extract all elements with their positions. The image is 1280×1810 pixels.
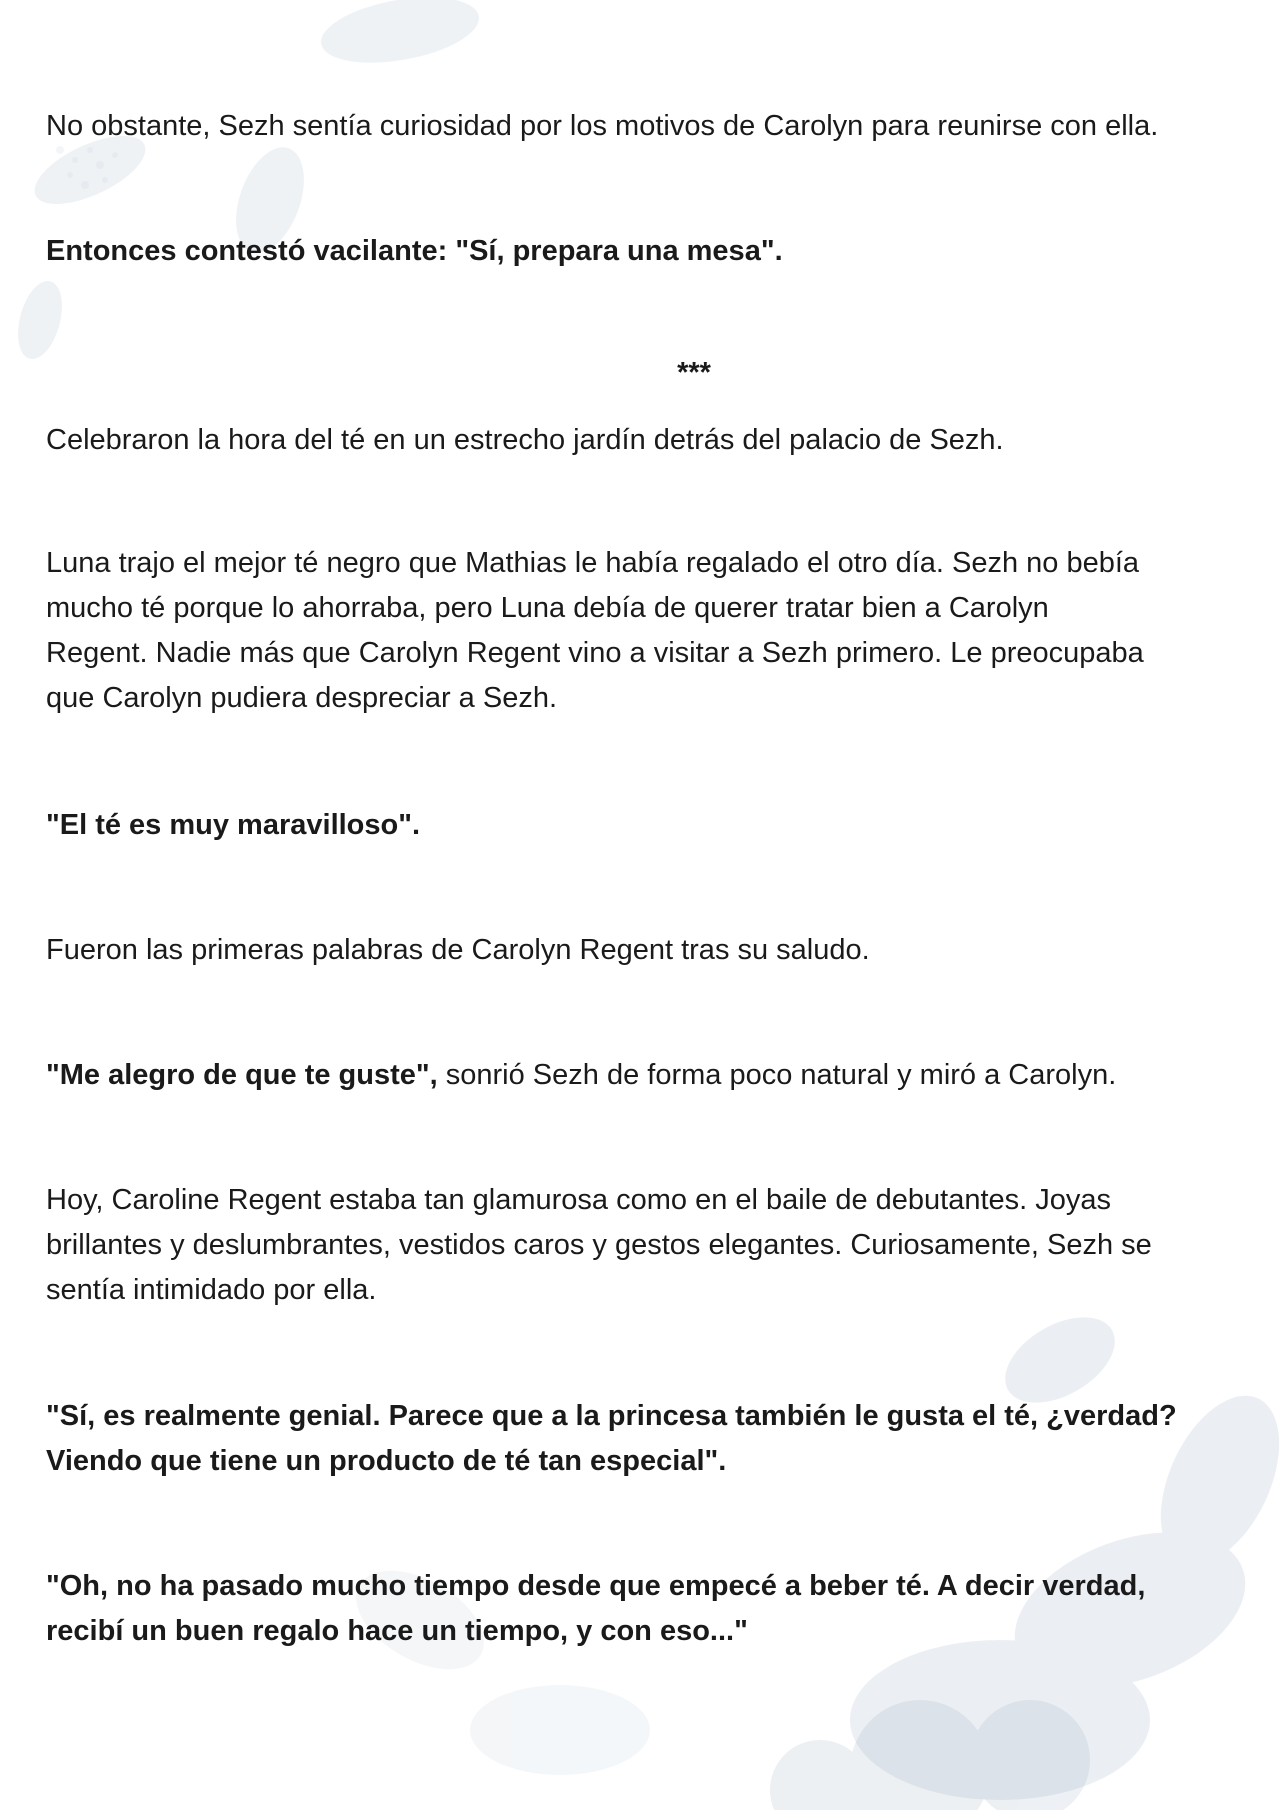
paragraph-7-normal-text: sonrió Sezh de forma poco natural y miró a Carolyn.: [437, 1059, 1117, 1091]
paragraph-10-line-2: recibí un buen regalo hace un tiempo, y con eso...": [46, 1615, 748, 1647]
paragraph-1: [46, 104, 1246, 149]
paragraph-4-line-4: que Carolyn pudiera despreciar a Sezh.: [46, 682, 558, 714]
paragraph-9-line-1: "Sí, es realmente genial. Parece que a la princesa también le gusta el té, ¿verdad?: [46, 1400, 1177, 1432]
paragraph-9-line-2: Viendo que tiene un producto de té tan especial".: [46, 1445, 727, 1477]
paragraph-2-text: Entonces contestó vacilante: "Sí, prepara una mesa".: [46, 235, 783, 267]
paragraph-8-line-1: Hoy, Caroline Regent estaba tan glamurosa como en el baile de debutantes. Joyas: [46, 1184, 1112, 1216]
paragraph-3: [46, 418, 1246, 463]
paragraph-6: [46, 928, 1246, 973]
paragraph-1-text: No obstante, Sezh sentía curiosidad por los motivos de Carolyn para reunirse con ella.: [46, 110, 1159, 142]
paragraph-5-dialogue: [46, 803, 1246, 848]
paragraph-9-dialogue: [46, 1394, 1246, 1484]
paragraph-3-text: Celebraron la hora del té en un estrecho jardín detrás del palacio de Sezh.: [46, 424, 1004, 456]
separator-text: ***: [677, 357, 711, 389]
paragraph-4-line-2: mucho té porque lo ahorraba, pero Luna debía de querer tratar bien a Carolyn: [46, 592, 1049, 624]
paragraph-8-line-2: brillantes y deslumbrantes, vestidos caros y gestos elegantes. Curiosamente, Sezh se: [46, 1229, 1152, 1261]
paragraph-7-bold-text: "Me alegro de que te guste",: [46, 1059, 438, 1091]
paragraph-7-dialogue: [46, 1053, 1246, 1098]
paragraph-8: [46, 1178, 1246, 1313]
paragraph-4-line-3: Regent. Nadie más que Carolyn Regent vino a visitar a Sezh primero. Le preocupaba: [46, 637, 1144, 669]
paragraph-2-dialogue: [46, 229, 1246, 274]
paragraph-10-line-1: "Oh, no ha pasado mucho tiempo desde que empecé a beber té. A decir verdad,: [46, 1570, 1146, 1602]
paragraph-5-text: "El té es muy maravilloso".: [46, 809, 421, 841]
paragraph-8-line-3: sentía intimidado por ella.: [46, 1274, 377, 1306]
paragraph-6-text: Fueron las primeras palabras de Carolyn Regent tras su saludo.: [46, 934, 870, 966]
scene-separator: [46, 351, 1246, 396]
paragraph-4-line-1: Luna trajo el mejor té negro que Mathias le había regalado el otro día. Sezh no bebía: [46, 547, 1140, 579]
paragraph-10-dialogue: [46, 1564, 1246, 1654]
paragraph-4: [46, 541, 1246, 721]
